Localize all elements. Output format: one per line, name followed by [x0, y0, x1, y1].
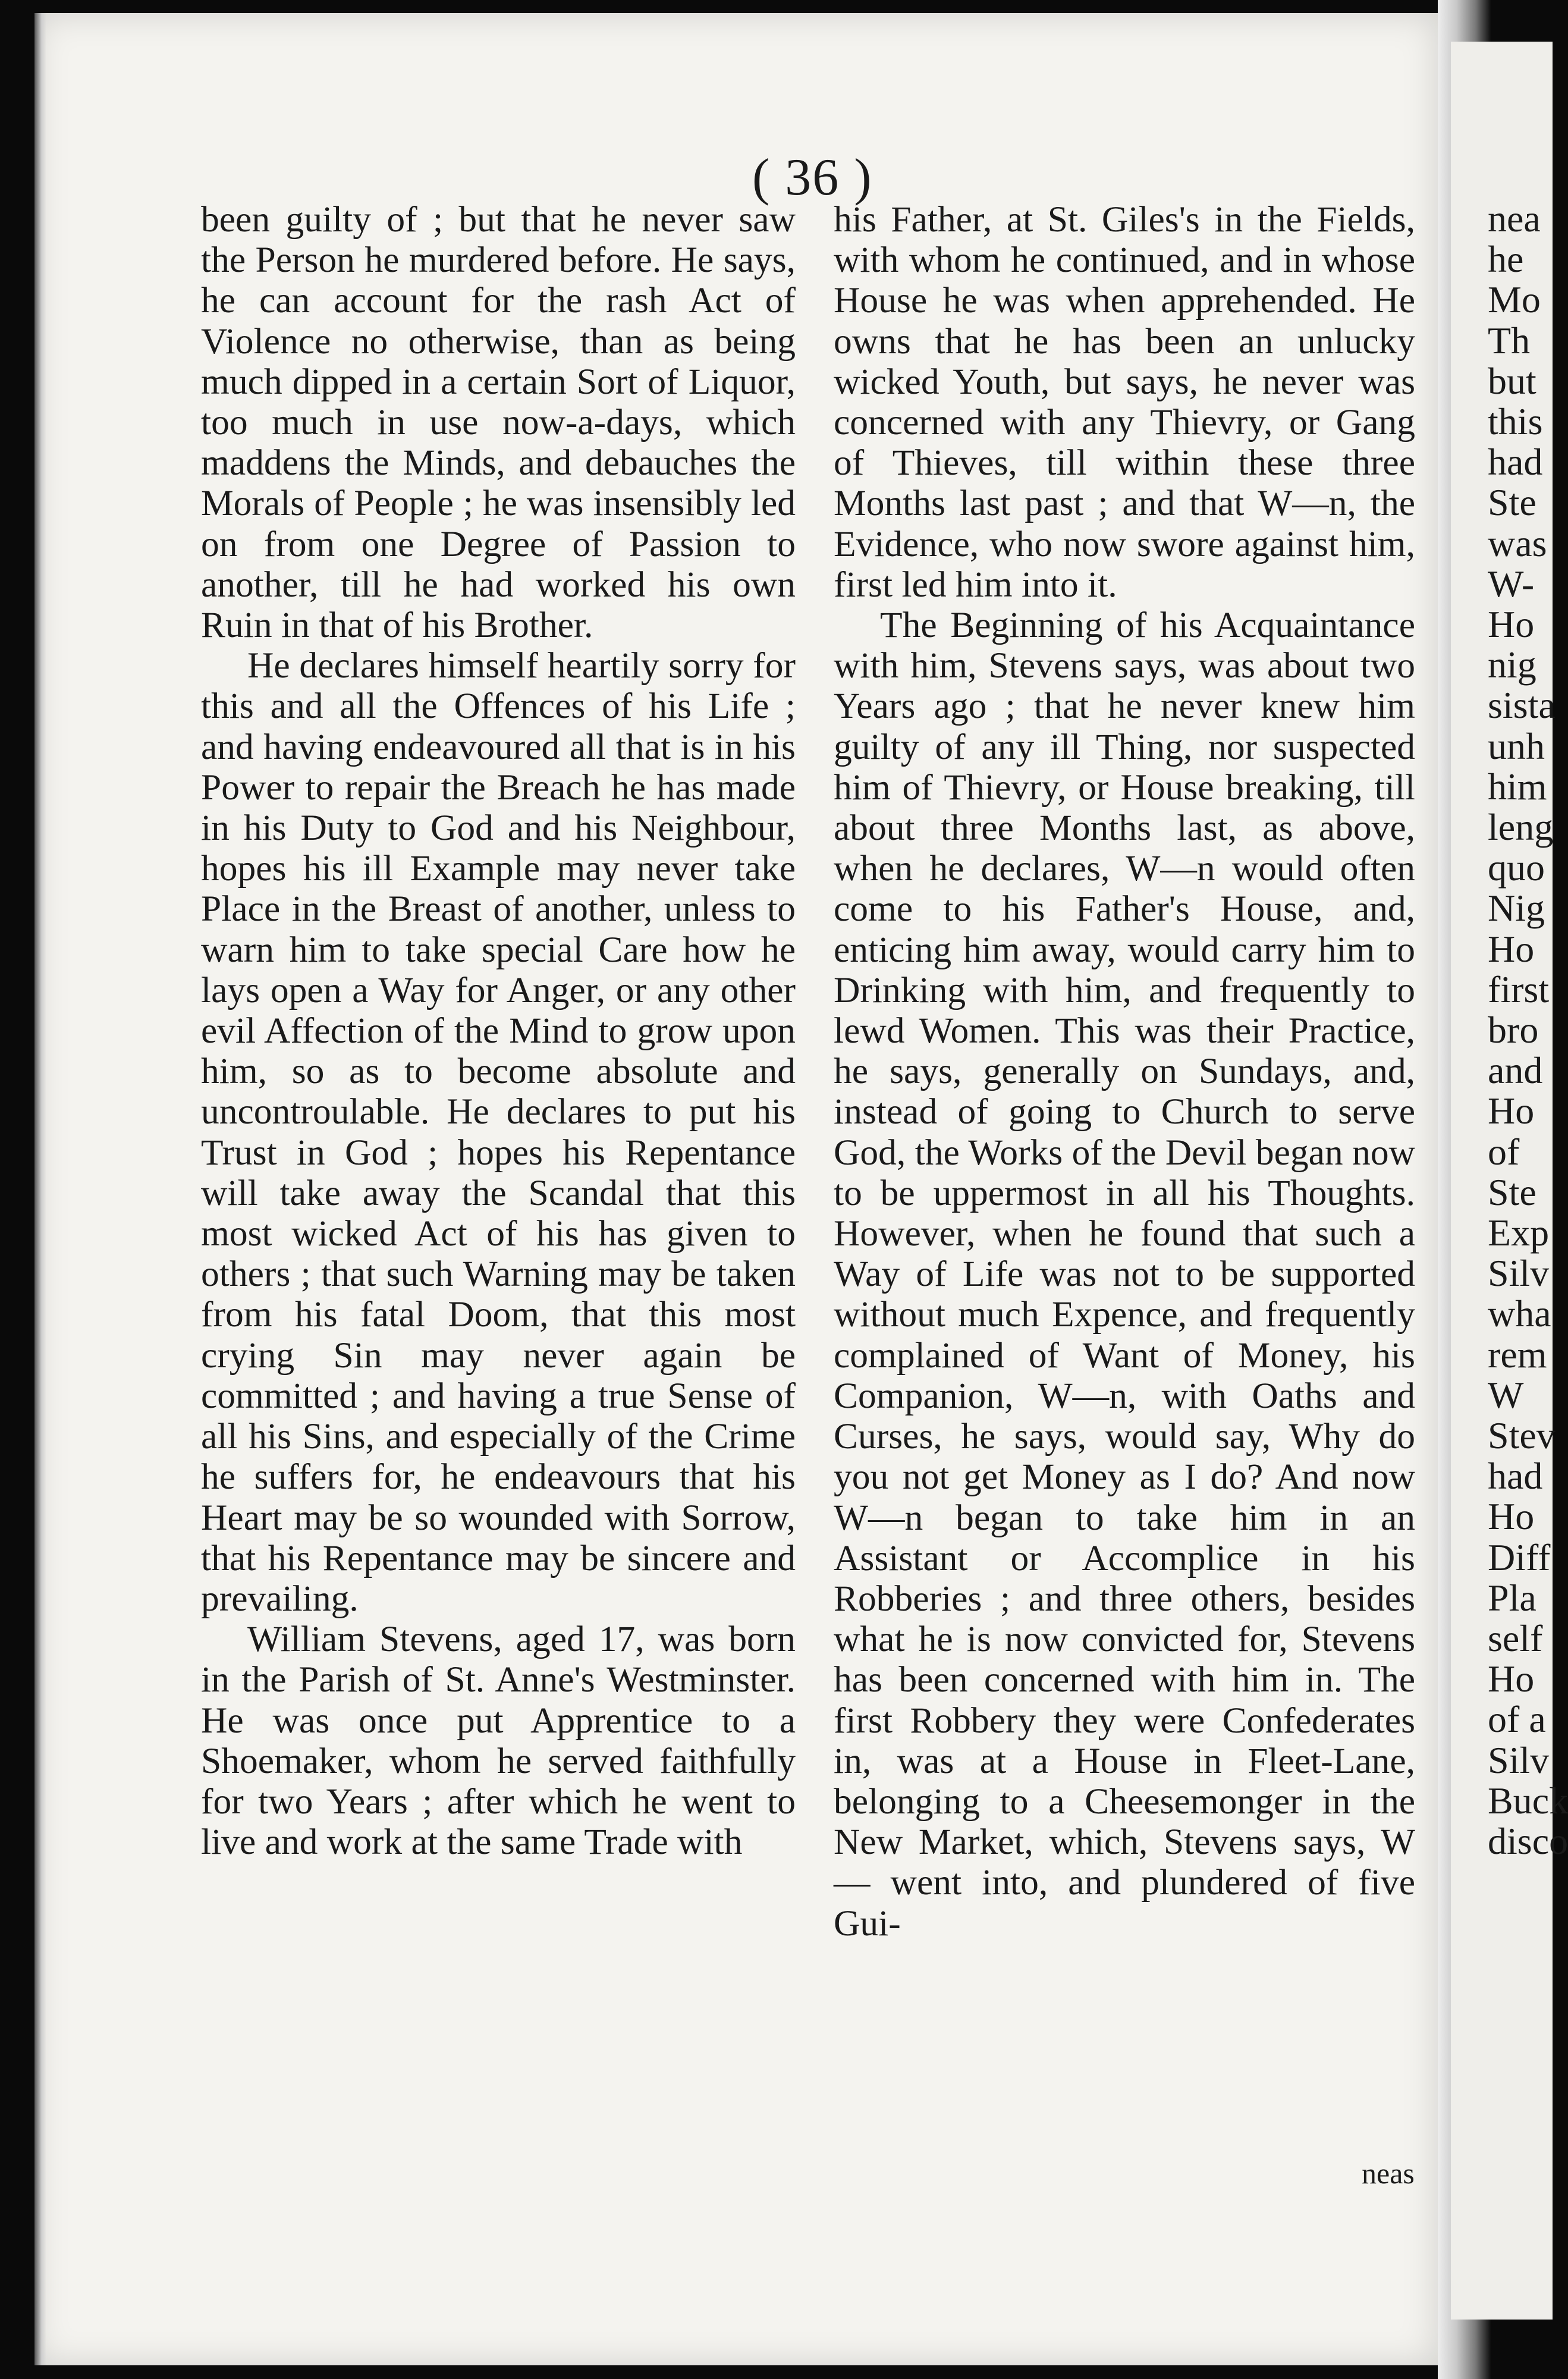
facing-page-fragment: Ho	[1488, 1658, 1535, 1700]
facing-page-fragment: W-	[1488, 562, 1535, 605]
paragraph: been guilty of ; but that he never saw the Person he murdered before. He says, he can account for the rash Act of Violence no otherwise, than as being much dipped in a certain Sort of Liquor, too much in use now-a-days, which maddens the Minds, and debauches the Morals of People ; he was insensibly led on from one Degree of Passion to another, till he had worked his own Ruin in that of his Brother.	[201, 199, 796, 646]
facing-page-fragment: Stev	[1488, 1414, 1556, 1457]
facing-page-fragment: Buck	[1488, 1779, 1568, 1822]
paragraph: The Beginning of his Acquaintance with him, Stevens says, was about two Years ago ; that he never knew him guilty of any ill Thing, nor suspected him of Thievry, or House breaking, till about three Months last, as above, when he declares, W—n would often come to his Father's House, and, enticing him away, would carry him to Drinking with him, and frequently to lewd Women. This was their Practice, he says, generally on Sundays, and, instead of going to Church to serve God, the Works of the Devil began now to be uppermost in all his Thoughts. However, when he found that such a Way of Life was not to be supported without much Expence, and frequently complained of Want of Money, his Companion, W—n, with Oaths and Curses, he says, would say, Why do you not get Money as I do? And now W—n began to take him in an Assistant or Accomplice in his Robberies ; and three others, besides what he is now convicted for, Stevens has been concerned with him in. The first Robbery they were Confederates in, was at a House in Fleet-Lane, belonging to a Cheesemonger in the New Market, which, Stevens says, W— went into, and plundered of five Gui-	[834, 605, 1415, 1944]
facing-page-fragment: nea	[1488, 197, 1541, 240]
paragraph: He declares himself heartily sorry for this and all the Offences of his Life ; and having endeavoured all that is in his Power to repair the Breach he has made in his Duty to God and his Neighbour, hopes his ill Example may never take Place in the Breast of another, unless to warn him to take special Care how he lays open a Way for Anger, or any other evil Affection of the Mind to grow upon him, so as to become absolute and uncontroulable. He declares to put his Trust in God ; hopes his Repentance will take away the Scandal that this most wicked Act of his has given to others ; that such Warning may be taken from his fatal Doom, that this most crying Sin may never again be committed ; and having a true Sense of all his Sins, and especially of the Crime he suffers for, he endeavours that his Heart may be so wounded with Sorrow, that his Repentance may be sincere and prevailing.	[201, 645, 796, 1619]
facing-page-fragment: Ho	[1488, 1495, 1535, 1538]
facing-page-fragment: sista	[1488, 684, 1556, 727]
facing-page-fragment: self	[1488, 1617, 1543, 1659]
facing-page-fragment: Ste	[1488, 481, 1536, 524]
facing-page-fragment: of a	[1488, 1698, 1546, 1741]
facing-page-fragment: Ho	[1488, 927, 1535, 970]
facing-page-fragment: him	[1488, 765, 1547, 808]
facing-page-fragment: disco	[1488, 1820, 1568, 1862]
facing-page-fragment: Nig	[1488, 887, 1545, 930]
facing-page-fragment: Th	[1488, 319, 1531, 362]
right-column	[834, 199, 1415, 1944]
facing-page-fragment: first	[1488, 968, 1550, 1010]
facing-page-fragment: had	[1488, 441, 1543, 484]
facing-page-fragment: nig	[1488, 644, 1536, 686]
facing-page-fragment: bro	[1488, 1009, 1539, 1051]
paragraph: his Father, at St. Giles's in the Fields, with whom he continued, and in whose House he was when apprehended. He owns that he has been an unlucky wicked Youth, but says, he never was concerned with any Thievry, or Gang of Thieves, till within these three Months last past ; and that W—n, the Evidence, who now swore against him, first led him into it.	[834, 199, 1415, 605]
facing-page-fragment: Mo	[1488, 278, 1541, 321]
page-number: ( 36 )	[752, 149, 873, 206]
facing-page-fragment: quo	[1488, 846, 1545, 889]
facing-page-fragment: rem	[1488, 1333, 1547, 1376]
facing-page-fragment: Ste	[1488, 1170, 1536, 1213]
facing-page-fragment: and	[1488, 1049, 1543, 1092]
facing-page-fragment: Diff	[1488, 1536, 1551, 1578]
facing-page-fragment: wha	[1488, 1292, 1551, 1335]
facing-page-fragment: this	[1488, 400, 1543, 442]
facing-page-fragment: Ho	[1488, 1090, 1535, 1132]
page-edge	[34, 13, 46, 2365]
facing-page-fragment: Silv	[1488, 1252, 1550, 1295]
paragraph: William Stevens, aged 17, was born in the Parish of St. Anne's Westminster. He was once put Apprentice to a Shoemaker, whom he served faithfully for two Years ; after which he went to live and work at the same Trade with	[201, 1619, 796, 1863]
facing-page-fragment: Silv	[1488, 1738, 1550, 1781]
facing-page-fragment: leng	[1488, 806, 1554, 848]
left-column	[201, 199, 796, 1862]
facing-page-fragment: W	[1488, 1373, 1524, 1416]
facing-page-fragment: had	[1488, 1455, 1543, 1498]
facing-page-fragment: but	[1488, 359, 1536, 402]
facing-page-fragment: unh	[1488, 724, 1545, 767]
facing-page-fragment: Ho	[1488, 603, 1535, 645]
facing-page-fragment: Exp	[1488, 1212, 1550, 1254]
facing-page-fragment: he	[1488, 238, 1524, 281]
catchword: neas	[1362, 2157, 1415, 2190]
facing-page-fragment: Pla	[1488, 1576, 1536, 1619]
facing-page	[1451, 42, 1568, 2320]
facing-page-fragment: of	[1488, 1130, 1520, 1173]
facing-page-fragment: was	[1488, 522, 1547, 564]
